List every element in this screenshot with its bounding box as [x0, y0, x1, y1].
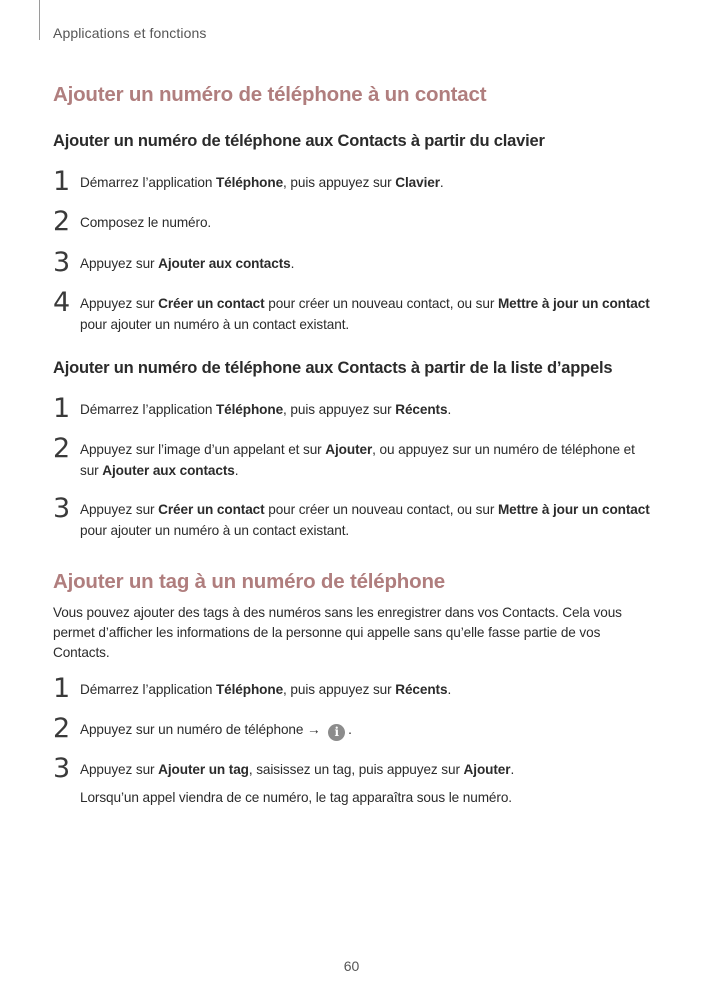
step-text: Appuyez sur l’image d’un appelant et sur Ajouter, ou appuyez sur un numéro de téléphone et sur Ajouter aux contacts.	[80, 442, 635, 478]
info-icon: i	[328, 724, 345, 741]
subsection-title-keypad: Ajouter un numéro de téléphone aux Contacts à partir du clavier	[53, 132, 545, 150]
header-divider	[39, 0, 40, 40]
step-number: 1	[53, 166, 71, 197]
step-text: Appuyez sur Ajouter un tag, saisissez un tag, puis appuyez sur Ajouter.	[80, 762, 515, 777]
step-text: Appuyez sur Créer un contact pour créer un nouveau contact, ou sur Mettre à jour un contact pour ajouter un numéro à un contact existant.	[80, 502, 650, 538]
step-text: Appuyez sur un numéro de téléphone → i .	[80, 722, 352, 739]
step-number: 3	[53, 753, 71, 784]
running-header: Applications et fonctions	[53, 25, 207, 41]
step-text: Appuyez sur Créer un contact pour créer un nouveau contact, ou sur Mettre à jour un contact pour ajouter un numéro à un contact existant.	[80, 296, 650, 332]
step-number: 2	[53, 433, 71, 464]
step-text: Démarrez l’application Téléphone, puis appuyez sur Récents.	[80, 682, 452, 697]
step-text: Appuyez sur Ajouter aux contacts.	[80, 256, 295, 271]
step-text: Démarrez l’application Téléphone, puis appuyez sur Récents.	[80, 402, 452, 417]
step-text: Démarrez l’application Téléphone, puis appuyez sur Clavier.	[80, 175, 444, 190]
page-number: 60	[343, 958, 360, 974]
step-number: 2	[53, 713, 71, 744]
step-number: 2	[53, 206, 71, 237]
step-text: Composez le numéro.	[80, 215, 212, 230]
section-intro: Vous pouvez ajouter des tags à des numéros sans les enregistrer dans vos Contacts. Cela vous permet d’afficher les informations de la personne qui appelle sans qu’elle fasse partie de vos Contacts.	[53, 605, 622, 660]
step-number: 1	[53, 393, 71, 424]
section-title-add-tag: Ajouter un tag à un numéro de téléphone	[53, 570, 445, 593]
section-title-add-number: Ajouter un numéro de téléphone à un contact	[53, 83, 487, 106]
step-note: Lorsqu’un appel viendra de ce numéro, le tag apparaîtra sous le numéro.	[80, 790, 512, 805]
subsection-title-call-log: Ajouter un numéro de téléphone aux Contacts à partir de la liste d’appels	[53, 359, 613, 377]
step-number: 3	[53, 493, 71, 524]
step-number: 3	[53, 247, 71, 278]
step-number: 1	[53, 673, 71, 704]
step-number: 4	[53, 287, 71, 318]
